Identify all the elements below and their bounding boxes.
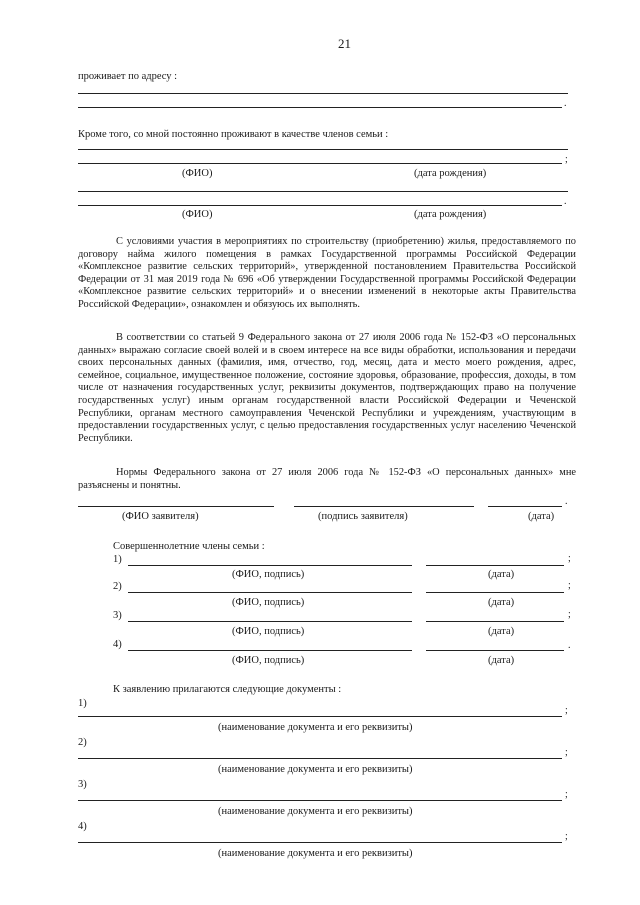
adult-2-fio-label: (ФИО, подпись) (232, 597, 305, 608)
docs-label: К заявлению прилагаются следующие документы : (113, 684, 342, 695)
family-intro: Кроме того, со мной постоянно проживают в качестве членов семьи : (78, 129, 389, 140)
adult-number-3: 3) (113, 610, 122, 621)
adult-4-date-label: (дата) (488, 655, 515, 666)
doc-1-caption: (наименование документа и его реквизиты) (218, 722, 413, 733)
doc-2-caption: (наименование документа и его реквизиты) (218, 764, 413, 775)
adult-1-date-label: (дата) (488, 569, 515, 580)
adult-4-period: . (568, 640, 571, 651)
doc-number-1: 1) (78, 698, 87, 709)
fio-label-1: (ФИО) (182, 168, 213, 179)
adults-label: Совершеннолетние члены семьи : (113, 541, 265, 552)
birth-label-1: (дата рождения) (414, 168, 487, 179)
adult-2-date-line (426, 592, 564, 593)
paragraph-consent: В соответствии со статьей 9 Федерального закона от 27 июля 2006 года № 152-ФЗ «О персональных данных» выражаю согласие своей волей и в своем интересе на все виды обработки, использования и передачи своих персональных данных (фамилия, имя, отчество, год, месяц, дата и место моего рождения, адрес, семейное, социальное, имущественное положение, состояние здоровья, образование, профессия, доходы, в том числе от назначения государственных услуг, реквизиты документов, подтверждающих право на получение государственных услуг) иным органам государственной власти Российской Федерации и Чеченской Республики, органам местного самоуправления Чеченской Республики и учреждениям, участвующим в предоставлении государственных услуг, с целью предоставления государственных услуг населению Чеченской Республики. (78, 332, 576, 444)
doc-1-line (78, 716, 562, 717)
adult-number-2: 2) (113, 581, 122, 592)
paragraph-conditions: С условиями участия в мероприятиях по строительству (приобретению) жилья, предоставляемого по договору найма жилого помещения в рамках Государственной программы Российской Федерации «Комплексное развитие сельских территорий», утвержденной постановлением Правительства Российской Федерации от 31 мая 2019 года № 696 «Об утверждении Государственной программы Российской Федерации «Комплексное развитие сельских территорий» и о внесении изменений в некоторые акты Правительства Российской Федерации», ознакомлен и обязуюсь их выполнять. (78, 236, 576, 310)
doc-number-2: 2) (78, 737, 87, 748)
adult-3-semicolon: ; (568, 609, 571, 620)
address-label: проживает по адресу : (78, 71, 178, 82)
doc-4-line (78, 842, 562, 843)
applicant-date-label: (дата) (528, 511, 555, 522)
family-semicolon-1: ; (565, 154, 568, 165)
fio-label-2: (ФИО) (182, 209, 213, 220)
adult-4-fio-label: (ФИО, подпись) (232, 655, 305, 666)
doc-4-semicolon: ; (565, 831, 568, 842)
doc-4-caption: (наименование документа и его реквизиты) (218, 848, 413, 859)
adult-1-fio-label: (ФИО, подпись) (232, 569, 305, 580)
adult-4-date-line (426, 650, 564, 651)
applicant-period: . (565, 496, 568, 507)
adult-3-date-line (426, 621, 564, 622)
applicant-sign-line (294, 506, 474, 507)
family-line-2b (78, 205, 562, 206)
birth-label-2: (дата рождения) (414, 209, 487, 220)
family-line-1b (78, 163, 562, 164)
applicant-fio-line (78, 506, 274, 507)
doc-2-semicolon: ; (565, 747, 568, 758)
doc-3-caption: (наименование документа и его реквизиты) (218, 806, 413, 817)
doc-number-4: 4) (78, 821, 87, 832)
doc-3-semicolon: ; (565, 789, 568, 800)
address-period: . (564, 98, 567, 109)
address-line-2 (78, 107, 562, 108)
page-number: 21 (338, 36, 351, 51)
adult-3-fio-label: (ФИО, подпись) (232, 626, 305, 637)
address-line-1 (78, 93, 568, 94)
adult-4-fio-line (128, 650, 412, 651)
adult-3-date-label: (дата) (488, 626, 515, 637)
applicant-fio-label: (ФИО заявителя) (122, 511, 199, 522)
family-line-1a (78, 149, 568, 150)
adult-2-date-label: (дата) (488, 597, 515, 608)
family-line-2a (78, 191, 568, 192)
doc-2-line (78, 758, 562, 759)
adult-number-1: 1) (113, 554, 122, 565)
adult-number-4: 4) (113, 639, 122, 650)
adult-1-fio-line (128, 565, 412, 566)
adult-3-fio-line (128, 621, 412, 622)
family-period-2: . (564, 196, 567, 207)
applicant-date-line (488, 506, 562, 507)
doc-number-3: 3) (78, 779, 87, 790)
applicant-sign-label: (подпись заявителя) (318, 511, 408, 522)
doc-3-line (78, 800, 562, 801)
adult-1-date-line (426, 565, 564, 566)
doc-1-semicolon: ; (565, 705, 568, 716)
adult-2-fio-line (128, 592, 412, 593)
paragraph-norms: Нормы Федерального закона от 27 июля 2006 года № 152-ФЗ «О персональных данных» мне разъяснены и понятны. (78, 467, 576, 491)
adult-2-semicolon: ; (568, 580, 571, 591)
adult-1-semicolon: ; (568, 553, 571, 564)
